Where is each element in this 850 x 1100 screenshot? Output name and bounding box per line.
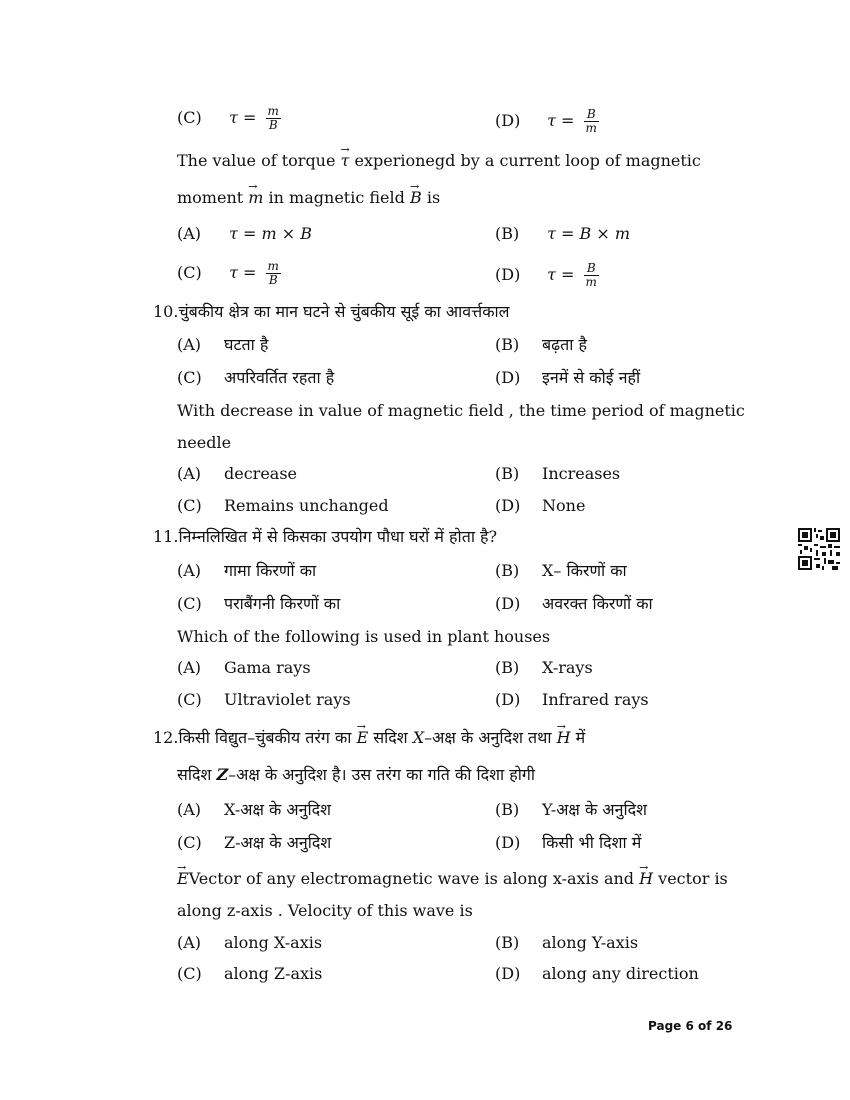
q10-hi-stem: 10.चुंबकीय क्षेत्र का मान घटने से चुंबकीय सूई का आवर्त्तकाल — [153, 302, 510, 321]
q9-top-option-c: (C) τ = $\frac{m}{B}$ — [177, 104, 279, 132]
q9-option-c: (C) τ = $\frac{m}{B}$ — [177, 259, 279, 287]
q11-hi-option-c: (C) पराबैंगनी किरणों का — [177, 594, 341, 613]
q12-en-option-d: (D) along any direction — [495, 964, 699, 983]
q9-en-stem-line2: moment → m in magnetic field → B is — [177, 188, 440, 208]
qr-code-icon — [798, 528, 840, 570]
q12-hi-stem-line1: 12.किसी विद्युत–चुंबकीय तरंग का → E सदिश X–अक्ष के अनुदिश तथा → H में — [153, 728, 585, 748]
q11-en-option-a: (A) Gama rays — [177, 658, 311, 677]
q10-hi-option-d: (D) इनमें से कोई नहीं — [495, 368, 641, 387]
q10-en-option-b: (B) Increases — [495, 464, 621, 483]
page-number: Page 6 of 26 — [648, 1019, 733, 1033]
fraction: $\frac{m}{B}$ — [267, 259, 279, 287]
q12-hi-option-d: (D) किसी भी दिशा में — [495, 833, 642, 852]
q9-top-option-d: (D) τ = $\frac{B}{m}$ — [495, 107, 597, 135]
q9-option-a: (A) τ = m × B — [177, 224, 313, 243]
q9-en-stem-line1: The value of torque → τ experionegd by a current loop of magnetic — [177, 151, 701, 171]
q10-en-stem-line1: With decrease in value of magnetic field , the time period of magnetic — [177, 401, 745, 420]
q10-hi-option-c: (C) अपरिवर्तित रहता है — [177, 368, 335, 387]
q12-hi-option-b: (B) Y-अक्ष के अनुदिश — [495, 800, 647, 819]
q12-en-stem-line1: → EVector of any electromagnetic wave is along x-axis and → H vector is — [177, 869, 728, 889]
q10-hi-option-b: (B) बढ़ता है — [495, 335, 587, 354]
q11-hi-option-d: (D) अवरक्त किरणों का — [495, 594, 653, 613]
q10-hi-option-a: (A) घटता है — [177, 335, 269, 354]
q12-hi-option-a: (A) X-अक्ष के अनुदिश — [177, 800, 332, 819]
q12-en-option-a: (A) along X-axis — [177, 933, 323, 952]
q10-en-option-a: (A) decrease — [177, 464, 298, 483]
q11-en-option-b: (B) X-rays — [495, 658, 593, 677]
q9-option-b: (B) τ = B × m — [495, 224, 631, 243]
q10-en-option-c: (C) Remains unchanged — [177, 496, 389, 515]
q11-en-option-d: (D) Infrared rays — [495, 690, 649, 709]
q11-en-option-c: (C) Ultraviolet rays — [177, 690, 351, 709]
fraction: $\frac{B}{m}$ — [585, 261, 597, 289]
q12-en-option-b: (B) along Y-axis — [495, 933, 639, 952]
q11-hi-option-a: (A) गामा किरणों का — [177, 561, 317, 580]
q9-option-d: (D) τ = $\frac{B}{m}$ — [495, 261, 597, 289]
q12-en-stem-line2: along z-axis . Velocity of this wave is — [177, 901, 473, 920]
q11-en-stem: Which of the following is used in plant houses — [177, 627, 551, 646]
q11-hi-option-b: (B) X– किरणों का — [495, 561, 627, 580]
q12-hi-option-c: (C) Z-अक्ष के अनुदिश — [177, 833, 332, 852]
q10-en-stem-line2: needle — [177, 433, 232, 452]
q10-en-option-d: (D) None — [495, 496, 586, 515]
fraction: $\frac{B}{m}$ — [585, 107, 597, 135]
q12-en-option-c: (C) along Z-axis — [177, 964, 323, 983]
q11-hi-stem: 11.निम्नलिखित में से किसका उपयोग पौधा घरों में होता है? — [153, 527, 498, 546]
q12-hi-stem-line2: सदिश Z–अक्ष के अनुदिश है। उस तरंग का गति की दिशा होगी — [177, 765, 536, 784]
fraction: $\frac{m}{B}$ — [267, 104, 279, 132]
